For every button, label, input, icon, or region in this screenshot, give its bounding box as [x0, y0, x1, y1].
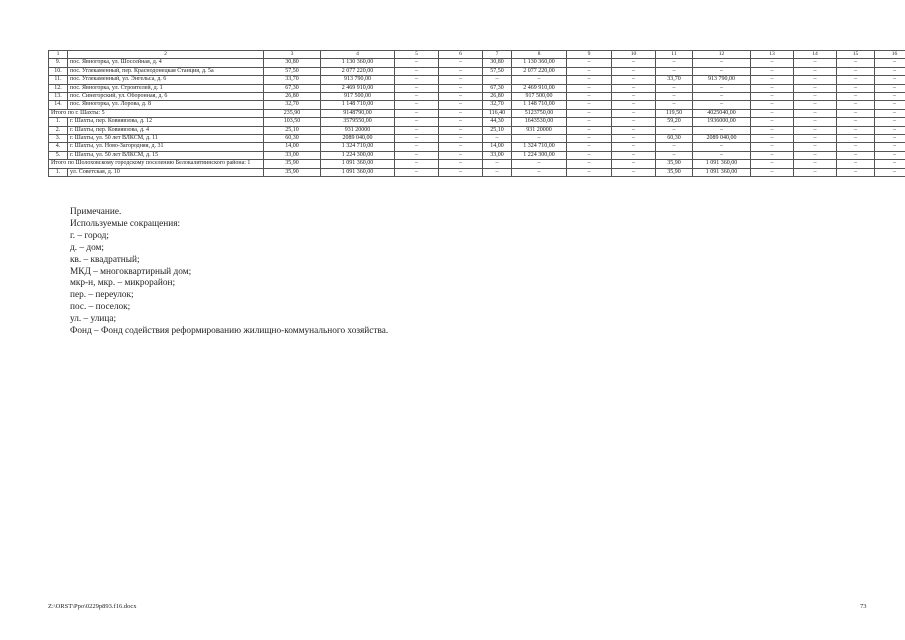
column-number-cell: 1	[49, 51, 68, 59]
table-cell: –	[794, 151, 837, 159]
table-cell: –	[512, 168, 567, 176]
table-cell: 1 091 360,00	[693, 168, 751, 176]
table-header-row	[49, 51, 905, 59]
table-cell: –	[875, 101, 905, 109]
table-row	[49, 76, 905, 84]
table-cell: –	[693, 59, 751, 67]
address-cell: г. Шахты, пер. Ковиявзова, д. 12	[68, 118, 264, 126]
notes-intro: Используемые сокращения:	[70, 218, 181, 229]
table-cell: –	[875, 59, 905, 67]
table-cell: 59,20	[656, 118, 693, 126]
table-cell: 931 20000	[321, 126, 395, 134]
table-cell: –	[837, 59, 875, 67]
footer-file-path: Z:\ORST\Ppo\0229p893.f16.docx	[48, 603, 137, 610]
table-cell: –	[395, 59, 439, 67]
table-cell: 3579550,00	[321, 118, 395, 126]
column-number-cell: 12	[693, 51, 751, 59]
table-cell: –	[656, 59, 693, 67]
notes-title: Примечание.	[70, 207, 122, 217]
table-cell: –	[875, 168, 905, 176]
table-cell: –	[656, 84, 693, 92]
table-cell: –	[693, 84, 751, 92]
table-cell: 1 148 710,00	[512, 101, 567, 109]
table-cell: –	[751, 84, 794, 92]
address-cell: пос. Явногорка, ул. Строителей, д. 1	[68, 84, 264, 92]
row-number: 5.	[49, 151, 68, 159]
abbr-kvadratny: кв. – квадратный;	[70, 254, 140, 265]
table-cell: –	[693, 93, 751, 101]
table-cell: –	[751, 76, 794, 84]
table-cell: –	[439, 109, 483, 117]
table-cell: –	[875, 126, 905, 134]
table-cell: –	[751, 143, 794, 151]
table-cell: –	[794, 101, 837, 109]
table-cell: 32,70	[264, 101, 321, 109]
table-row	[49, 126, 905, 134]
table-cell: 30,80	[264, 59, 321, 67]
table-cell: 2 469 910,00	[512, 84, 567, 92]
table-cell: –	[693, 67, 751, 75]
abbr-ulitsa: ул. – улица;	[70, 314, 117, 325]
row-number: 14.	[49, 101, 68, 109]
table-cell: –	[395, 135, 439, 143]
table-cell: –	[512, 160, 567, 168]
table-cell: –	[612, 93, 656, 101]
table-cell: 1 148 710,00	[321, 101, 395, 109]
table-cell: –	[837, 118, 875, 126]
table-cell: 25,10	[264, 126, 321, 134]
table-cell: –	[612, 101, 656, 109]
table-row	[49, 135, 905, 143]
table-cell: –	[837, 76, 875, 84]
table-cell: 1936000,00	[693, 118, 751, 126]
table-row	[49, 67, 905, 75]
table-cell: –	[567, 84, 612, 92]
subtotal-label: Итого по Шолоховскому городскому поселению Белокалитвинского района: 1	[49, 160, 264, 168]
table-cell: 57,50	[264, 67, 321, 75]
table-cell: –	[875, 143, 905, 151]
address-cell: г. Шахты, ул. 50 лет ВЛКСМ, д. 11	[68, 135, 264, 143]
housing-table	[48, 50, 905, 177]
column-number-cell: 5	[395, 51, 439, 59]
table-cell: –	[439, 151, 483, 159]
table-cell: –	[567, 143, 612, 151]
table-cell: –	[395, 143, 439, 151]
table-cell: –	[439, 126, 483, 134]
table-cell: 913 790,00	[693, 76, 751, 84]
table-cell: –	[439, 135, 483, 143]
table-cell: –	[794, 84, 837, 92]
table-cell: –	[837, 160, 875, 168]
table-cell: –	[751, 59, 794, 67]
row-number: 12.	[49, 84, 68, 92]
table-cell: –	[837, 143, 875, 151]
table-cell: –	[837, 84, 875, 92]
table-cell: 1 324 710,00	[512, 143, 567, 151]
table-cell: –	[483, 168, 512, 176]
table-cell: –	[567, 67, 612, 75]
table-cell: 1 091 360,00	[321, 160, 395, 168]
table-cell: 2 077 220,00	[512, 67, 567, 75]
table-cell: 30,80	[483, 59, 512, 67]
table-cell: 33,00	[264, 151, 321, 159]
table-cell: 9148790,00	[321, 109, 395, 117]
column-number-cell: 16	[875, 51, 905, 59]
table-cell: –	[612, 67, 656, 75]
column-number-cell: 9	[567, 51, 612, 59]
table-cell: –	[512, 135, 567, 143]
table-cell: –	[656, 151, 693, 159]
table-cell: 2089 040,00	[321, 135, 395, 143]
table-cell: –	[483, 135, 512, 143]
table-cell: 917 500,00	[321, 93, 395, 101]
table-cell: –	[693, 126, 751, 134]
abbr-dom: д. – дом;	[70, 242, 105, 253]
table-cell: –	[875, 151, 905, 159]
table-cell: –	[875, 118, 905, 126]
table-cell: –	[395, 67, 439, 75]
row-number: 13.	[49, 93, 68, 101]
table-cell: –	[693, 151, 751, 159]
column-number-cell: 3	[264, 51, 321, 59]
table-cell: –	[751, 160, 794, 168]
table-cell: –	[439, 67, 483, 75]
table-cell: 26,80	[264, 93, 321, 101]
notes-section	[70, 207, 388, 338]
table-cell: –	[794, 126, 837, 134]
table-cell: –	[794, 59, 837, 67]
table-cell: –	[612, 143, 656, 151]
table-cell: –	[751, 109, 794, 117]
table-cell: –	[567, 126, 612, 134]
abbr-gorod: г. – город;	[70, 230, 109, 241]
table-cell: –	[395, 93, 439, 101]
column-number-cell: 8	[512, 51, 567, 59]
table-cell: –	[656, 101, 693, 109]
table-row	[49, 59, 905, 67]
table-cell: 14,00	[264, 143, 321, 151]
table-cell: 35,90	[264, 168, 321, 176]
table-cell: 2089 040,00	[693, 135, 751, 143]
row-number: 4.	[49, 143, 68, 151]
abbr-pereulok: пер. – переулок;	[70, 290, 134, 301]
table-cell: 35,90	[656, 160, 693, 168]
table-cell: –	[751, 126, 794, 134]
table-cell: 35,90	[264, 160, 321, 168]
table-cell: 917 500,00	[512, 93, 567, 101]
table-cell: –	[656, 67, 693, 75]
table-cell: –	[567, 76, 612, 84]
table-cell: –	[567, 168, 612, 176]
table-cell: 2 469 910,00	[321, 84, 395, 92]
table-cell: 67,30	[264, 84, 321, 92]
table-cell: –	[751, 93, 794, 101]
table-cell: –	[612, 168, 656, 176]
table-cell: 60,30	[656, 135, 693, 143]
table-row	[49, 84, 905, 92]
table-cell: –	[794, 67, 837, 75]
table-cell: 103,50	[264, 118, 321, 126]
address-cell: ул. Советская, д. 10	[68, 168, 264, 176]
table-cell: 67,30	[483, 84, 512, 92]
table-cell: 44,30	[483, 118, 512, 126]
table-cell: –	[567, 109, 612, 117]
table-cell: 1643530,00	[512, 118, 567, 126]
address-cell: пос. Углекаменный, ул. Энгельса, д. 6	[68, 76, 264, 84]
column-number-cell: 7	[483, 51, 512, 59]
table-cell: –	[751, 135, 794, 143]
table-cell: –	[837, 126, 875, 134]
table-cell: –	[612, 160, 656, 168]
column-number-cell: 15	[837, 51, 875, 59]
table-cell: –	[439, 59, 483, 67]
table-cell: –	[439, 168, 483, 176]
table-cell: –	[693, 143, 751, 151]
table-cell: –	[612, 151, 656, 159]
row-number: 1.	[49, 118, 68, 126]
table-cell: –	[612, 76, 656, 84]
row-number: 9.	[49, 59, 68, 67]
table-cell: –	[483, 160, 512, 168]
table-cell: –	[567, 59, 612, 67]
abbr-poselok: пос. – поселок;	[70, 302, 131, 313]
table-cell: –	[794, 76, 837, 84]
address-cell: г. Шахты, пер. Ковиявзова, д. 4	[68, 126, 264, 134]
table-cell: 25,10	[483, 126, 512, 134]
table-cell: –	[751, 168, 794, 176]
table-cell: –	[656, 143, 693, 151]
table-cell: 14,00	[483, 143, 512, 151]
table-cell: –	[567, 151, 612, 159]
row-number: 1.	[49, 168, 68, 176]
table-cell: –	[439, 160, 483, 168]
table-cell: –	[875, 160, 905, 168]
table-cell: –	[395, 168, 439, 176]
table-cell: 26,80	[483, 93, 512, 101]
footer-page-number: 73	[860, 603, 867, 610]
table-cell: 33,70	[656, 76, 693, 84]
table-cell: –	[612, 118, 656, 126]
table-cell: –	[395, 126, 439, 134]
table-cell: 1 324 710,00	[321, 143, 395, 151]
table-cell: –	[439, 118, 483, 126]
table-cell: –	[483, 76, 512, 84]
subtotal-row	[49, 109, 905, 117]
table-cell: 119,50	[656, 109, 693, 117]
table-cell: –	[439, 143, 483, 151]
abbr-mikrorayon: мкр-н, мкр. – микрорайон;	[70, 278, 176, 289]
table-cell: –	[567, 101, 612, 109]
row-number: 10.	[49, 67, 68, 75]
address-cell: пос. Явногорка, ул. Лорова, д. 8	[68, 101, 264, 109]
column-number-cell: 2	[68, 51, 264, 59]
table-cell: –	[875, 93, 905, 101]
table-cell: –	[837, 93, 875, 101]
table-cell: –	[837, 168, 875, 176]
column-number-cell: 14	[794, 51, 837, 59]
table-cell: –	[395, 76, 439, 84]
table-cell: –	[751, 67, 794, 75]
table-cell: 32,70	[483, 101, 512, 109]
table-cell: –	[612, 126, 656, 134]
table-cell: –	[751, 118, 794, 126]
abbr-mkd: МКД – многоквартирный дом;	[70, 266, 192, 277]
table-row	[49, 168, 905, 176]
table-cell: –	[567, 118, 612, 126]
column-number-cell: 6	[439, 51, 483, 59]
subtotal-label: Итого по г. Шахты: 5	[49, 109, 264, 117]
table-cell: 33,70	[264, 76, 321, 84]
table-cell: –	[794, 109, 837, 117]
address-cell: пос. Синегорский, ул. Оборонная, д. 6	[68, 93, 264, 101]
table-cell: –	[875, 109, 905, 117]
table-cell: –	[512, 76, 567, 84]
table-cell: 116,40	[483, 109, 512, 117]
subtotal-row	[49, 160, 905, 168]
table-cell: –	[656, 126, 693, 134]
table-cell: –	[875, 76, 905, 84]
table-cell: 5123750,00	[512, 109, 567, 117]
table-cell: 931 20000	[512, 126, 567, 134]
table-cell: –	[612, 59, 656, 67]
column-number-cell: 10	[612, 51, 656, 59]
table-row	[49, 93, 905, 101]
table-cell: –	[395, 101, 439, 109]
table-cell: –	[794, 118, 837, 126]
table-cell: 2 077 220,00	[321, 67, 395, 75]
table-cell: –	[693, 101, 751, 109]
row-number: 2.	[49, 126, 68, 134]
table-cell: –	[794, 168, 837, 176]
table-cell: –	[751, 151, 794, 159]
table-cell: 235,90	[264, 109, 321, 117]
table-cell: 913 790,00	[321, 76, 395, 84]
table-cell: 4025040,00	[693, 109, 751, 117]
address-cell: г. Шахты, ул. 50 лет ВЛКСМ, д. 15	[68, 151, 264, 159]
abbr-fond: Фонд – Фонд содействия реформированию жилищно-коммунального хозяйства.	[70, 326, 389, 337]
table-row	[49, 151, 905, 159]
table-cell: –	[439, 84, 483, 92]
table-cell: –	[395, 151, 439, 159]
table-cell: 1 224 300,00	[512, 151, 567, 159]
table-cell: –	[751, 101, 794, 109]
address-cell: г. Шахты, ул. Ново-Загородняя, д. 31	[68, 143, 264, 151]
table-cell: –	[395, 118, 439, 126]
table-cell: –	[794, 143, 837, 151]
column-number-cell: 4	[321, 51, 395, 59]
table-cell: –	[612, 135, 656, 143]
table-cell: –	[395, 84, 439, 92]
table-cell: –	[567, 93, 612, 101]
table-cell: 35,90	[656, 168, 693, 176]
table-cell: 1 091 360,00	[693, 160, 751, 168]
table-row	[49, 118, 905, 126]
table-cell: 33,00	[483, 151, 512, 159]
table-cell: –	[439, 76, 483, 84]
table-cell: –	[837, 67, 875, 75]
table-cell: 1 224 300,00	[321, 151, 395, 159]
table-cell: –	[567, 160, 612, 168]
table-cell: –	[837, 101, 875, 109]
table-cell: –	[837, 109, 875, 117]
table-cell: 1 130 360,00	[321, 59, 395, 67]
table-cell: –	[875, 67, 905, 75]
table-cell: –	[567, 135, 612, 143]
table-cell: –	[612, 109, 656, 117]
table-cell: –	[656, 93, 693, 101]
table-cell: –	[875, 84, 905, 92]
table-cell: –	[875, 135, 905, 143]
address-cell: пос. Углекаменный, пер. Краснодонецкая Станция, д. 5а	[68, 67, 264, 75]
address-cell: пос. Явногорка, ул. Шоссейная, д. 4	[68, 59, 264, 67]
table-cell: 57,50	[483, 67, 512, 75]
table-cell: –	[439, 101, 483, 109]
table-cell: 1 091 360,00	[321, 168, 395, 176]
row-number: 11.	[49, 76, 68, 84]
table-cell: 1 130 360,00	[512, 59, 567, 67]
table-cell: 60,30	[264, 135, 321, 143]
table-cell: –	[837, 135, 875, 143]
table-row	[49, 101, 905, 109]
row-number: 3.	[49, 135, 68, 143]
table-cell: –	[794, 93, 837, 101]
table-cell: –	[794, 160, 837, 168]
column-number-cell: 13	[751, 51, 794, 59]
column-number-cell: 11	[656, 51, 693, 59]
table-cell: –	[794, 135, 837, 143]
table-cell: –	[395, 109, 439, 117]
table-row	[49, 143, 905, 151]
table-cell: –	[612, 84, 656, 92]
table-cell: –	[439, 93, 483, 101]
table-cell: –	[395, 160, 439, 168]
table-cell: –	[837, 151, 875, 159]
